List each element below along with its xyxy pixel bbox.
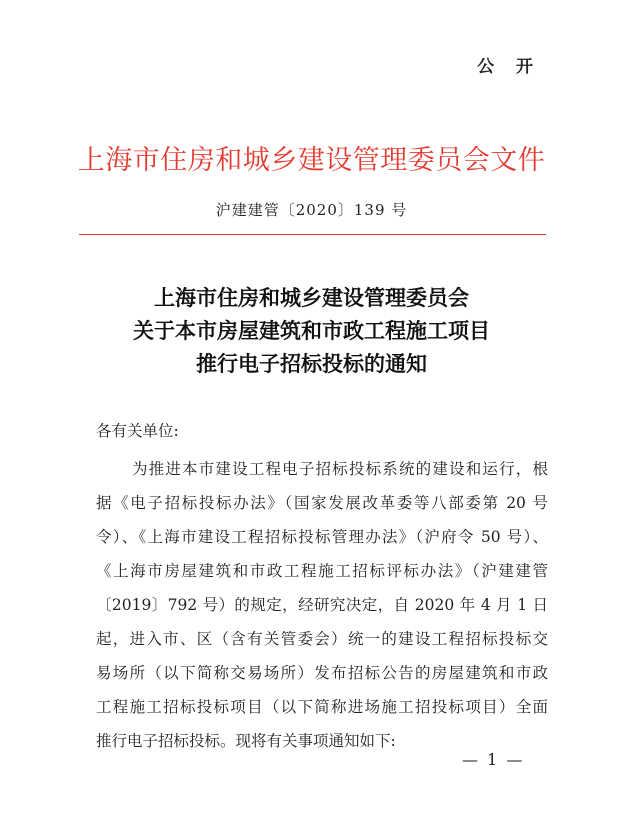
salutation: 各有关单位: — [96, 422, 179, 440]
body-line: 〔2019〕792 号）的规定，经研究决定，自 2020 年 4 月 1 日 — [96, 596, 548, 614]
body-text — [96, 452, 548, 758]
title-line-1: 上海市住房和城乡建设管理委员会 — [154, 286, 469, 310]
title-line-3: 推行电子招标投标的通知 — [196, 352, 427, 376]
document-title — [0, 282, 623, 381]
title-line-2: 关于本市房屋建筑和市政工程施工项目 — [133, 319, 490, 343]
issuer-header: 上海市住房和城乡建设管理委员会文件 — [77, 145, 546, 176]
body-line: 《上海市房屋建筑和市政工程施工招标评标办法》（沪建建管 — [96, 562, 548, 580]
classification-label: 公 开 — [477, 57, 541, 77]
page-number: — 1 — — [462, 750, 525, 769]
body-line: 起，进入市、区（含有关管委会）统一的建设工程招标投标交 — [96, 630, 548, 648]
body-line: 工程施工招标投标项目（以下简称进场施工招投标项目）全面 — [96, 698, 548, 716]
body-line: 令）、《上海市建设工程招标投标管理办法》（沪府令 50 号）、 — [96, 528, 548, 546]
document-number: 沪建建管〔2020〕139 号 — [215, 201, 408, 219]
body-line: 推行电子招标投标。现将有关事项通知如下: — [96, 732, 396, 750]
body-line: 易场所（以下简称交易场所）发布招标公告的房屋建筑和市政 — [96, 664, 548, 682]
body-line: 据《电子招标投标办法》（国家发展改革委等八部委第 20 号 — [96, 494, 548, 512]
red-divider-line — [79, 234, 546, 235]
body-line: 为推进本市建设工程电子招标投标系统的建设和运行，根 — [132, 460, 548, 478]
